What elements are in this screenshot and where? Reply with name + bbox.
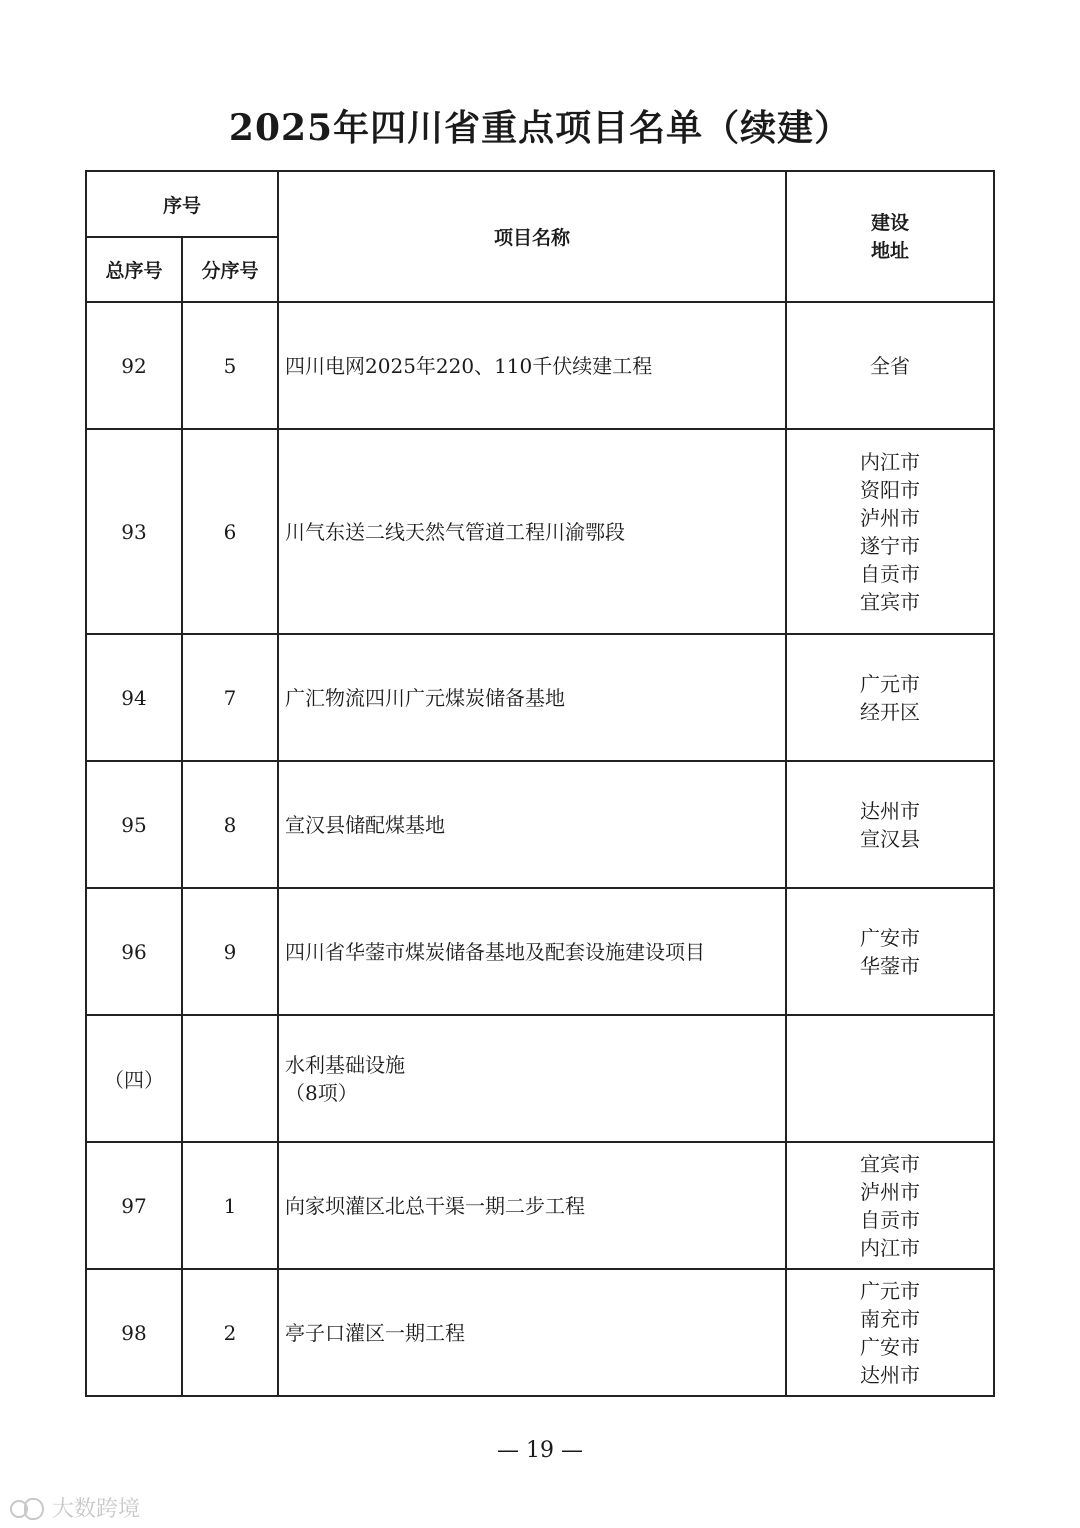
- location-line: 泸州市: [860, 505, 921, 530]
- page-title: 2025年四川省重点项目名单（续建）: [228, 107, 852, 149]
- location-line: 经开区: [860, 699, 921, 724]
- table-row: [86, 1142, 994, 1269]
- project-name-line: 川气东送二线天然气管道工程川渝鄂段: [285, 519, 626, 544]
- table-row: [86, 1269, 994, 1396]
- project-name-line: 亭子口灌区一期工程: [285, 1320, 466, 1345]
- cell-sub-seq: 6: [182, 429, 278, 634]
- cell-location: [786, 429, 994, 634]
- location-line: 资阳市: [860, 477, 921, 502]
- cell-location: [786, 888, 994, 1015]
- location-line: 宜宾市: [860, 589, 921, 614]
- cell-sub-seq: 5: [182, 302, 278, 429]
- location-line: 全省: [870, 353, 911, 378]
- cell-location: [786, 1015, 994, 1142]
- cell-location: [786, 302, 994, 429]
- cell-location: [786, 1142, 994, 1269]
- cell-total-seq: 96: [86, 888, 182, 1015]
- watermark: [8, 1492, 140, 1523]
- cell-project-name: [278, 761, 786, 888]
- header-location: [786, 171, 994, 302]
- project-name-line: 四川省华蓥市煤炭储备基地及配套设施建设项目: [285, 939, 706, 964]
- cell-project-name: [278, 634, 786, 761]
- header-total-seq: 总序号: [86, 237, 182, 302]
- location-line: 内江市: [860, 1235, 921, 1260]
- table-row: [86, 888, 994, 1015]
- watermark-logo-icon: [8, 1496, 46, 1520]
- cell-project-name: [278, 888, 786, 1015]
- location-line: 广元市: [860, 671, 921, 696]
- table-row: [86, 429, 994, 634]
- header-seq-group: 序号: [86, 171, 278, 237]
- cell-total-seq: 97: [86, 1142, 182, 1269]
- location-line: 自贡市: [860, 561, 921, 586]
- cell-project-name: [278, 1269, 786, 1396]
- cell-sub-seq: 9: [182, 888, 278, 1015]
- project-name-line: 宣汉县储配煤基地: [285, 812, 446, 837]
- cell-location: [786, 634, 994, 761]
- page-number: — 19 —: [497, 1438, 583, 1463]
- project-name-line: 水利基础设施: [285, 1052, 406, 1077]
- location-line: 华蓥市: [860, 953, 921, 978]
- table-row: [86, 634, 994, 761]
- project-name-line: 向家坝灌区北总干渠一期二步工程: [285, 1193, 586, 1218]
- cell-project-name: [278, 1142, 786, 1269]
- location-line: 自贡市: [860, 1207, 921, 1232]
- location-line: 达州市: [860, 798, 921, 823]
- header-location-line1: 建设: [871, 211, 910, 234]
- location-line: 达州市: [860, 1362, 921, 1387]
- location-line: 广安市: [860, 925, 921, 950]
- cell-sub-seq: 7: [182, 634, 278, 761]
- header-sub-seq: 分序号: [182, 237, 278, 302]
- project-name-line: 广汇物流四川广元煤炭储备基地: [285, 685, 566, 710]
- cell-location: [786, 1269, 994, 1396]
- cell-sub-seq: [182, 1015, 278, 1142]
- cell-project-name: [278, 302, 786, 429]
- cell-total-seq: 94: [86, 634, 182, 761]
- cell-sub-seq: 2: [182, 1269, 278, 1396]
- table-row: [86, 761, 994, 888]
- location-line: 宣汉县: [860, 826, 921, 851]
- cell-location: [786, 761, 994, 888]
- header-project-name: 项目名称: [278, 171, 786, 302]
- header-location-line2: 地址: [871, 239, 910, 262]
- cell-sub-seq: 8: [182, 761, 278, 888]
- cell-project-name: [278, 1015, 786, 1142]
- cell-sub-seq: 1: [182, 1142, 278, 1269]
- cell-total-seq: 98: [86, 1269, 182, 1396]
- location-line: 宜宾市: [860, 1151, 921, 1176]
- location-line: 南充市: [860, 1306, 921, 1331]
- project-name-line: （8项）: [285, 1080, 358, 1105]
- location-line: 广元市: [860, 1278, 921, 1303]
- cell-total-seq: （四）: [86, 1015, 182, 1142]
- cell-total-seq: 92: [86, 302, 182, 429]
- project-name-line: 四川电网2025年220、110千伏续建工程: [285, 353, 653, 378]
- location-line: 广安市: [860, 1334, 921, 1359]
- watermark-text: 大数跨境: [52, 1497, 141, 1522]
- cell-project-name: [278, 429, 786, 634]
- table-row: [86, 1015, 994, 1142]
- project-table: [85, 170, 995, 1397]
- table-row: [86, 302, 994, 429]
- cell-total-seq: 95: [86, 761, 182, 888]
- location-line: 内江市: [860, 449, 921, 474]
- location-line: 遂宁市: [860, 533, 921, 558]
- location-line: 泸州市: [860, 1179, 921, 1204]
- cell-total-seq: 93: [86, 429, 182, 634]
